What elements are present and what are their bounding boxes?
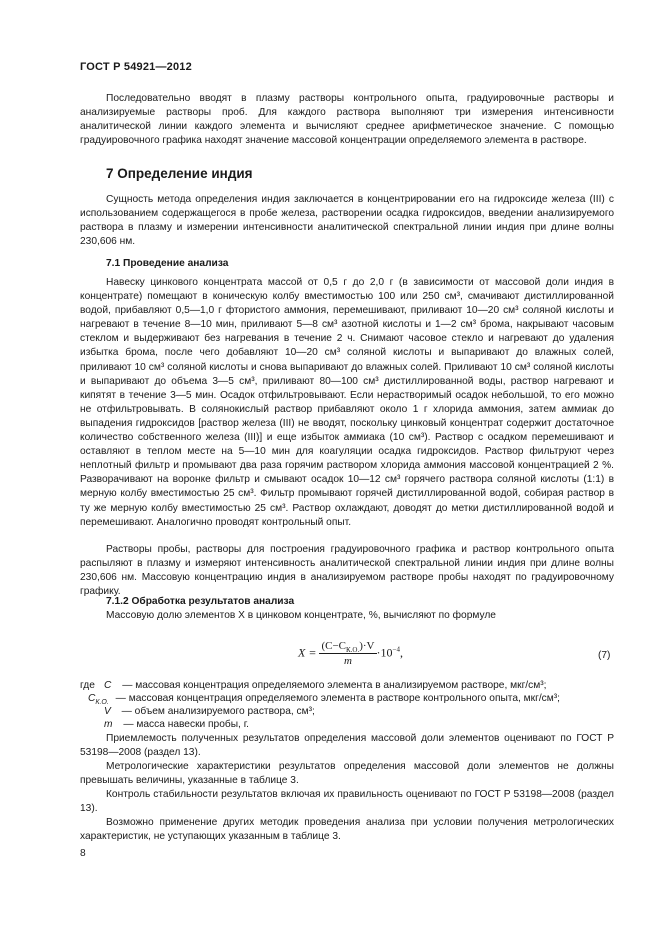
metrology-paragraph: Метрологические характеристики результатов определения массовой доли элементов не должны превышать величины, указанные в таблице 3.: [80, 761, 614, 787]
formula-trailing: ,: [399, 645, 403, 660]
formula-fraction: [319, 640, 376, 667]
definition-row: C — массовая концентрация определяемого элемента в анализируемом растворе, мкг/см³;: [104, 680, 547, 691]
other-methods-paragraph: Возможно применение других методик проведения анализа при условии получения метрологических характеристик, не уступающих указанным в таблице 3.: [80, 817, 614, 843]
definition-row: $C_{К.О.}$ — массовая концентрация определяемого элемента в растворе контрольного опыта, мкг/см³;: [88, 693, 560, 707]
formula-intro: Массовую долю элементов X в цинковом концентрате, %, вычисляют по формуле: [106, 610, 496, 621]
measurement-paragraph: Растворы пробы, растворы для построения градуировочного графика и раствор контрольного опыта распыляют в плазму и измеряют интенсивность аналитической спектральной линии индия при длине волны 230,606 нм. Массовую концентрацию индия в анализируемом растворе пробы находят по градуировочному графику.: [80, 544, 614, 598]
standard-header: ГОСТ Р 54921—2012: [80, 61, 192, 73]
section-7-intro: Сущность метода определения индия заключается в концентрировании его на гидроксиде железа (III) с использованием содержащегося в пробе железа, растворении осадка гидроксидов, введении анализируемого раствора в плазму и измерении интенсивности аналитической спектральной линии индия при длине волны 230,606 нм.: [80, 194, 614, 248]
formula-denominator: m: [343, 655, 352, 667]
acceptability-paragraph: Приемлемость полученных результатов определения массовой доли элементов оценивают по ГОСТ Р 53198—2008 (раздел 13).: [80, 733, 614, 759]
section-7-1-title: 7.1 Проведение анализа: [106, 258, 229, 269]
equation-number: (7): [598, 650, 611, 661]
formula-7: [298, 640, 403, 667]
intro-paragraph: Последовательно вводят в плазму растворы контрольного опыта, градуировочные растворы и анализируемые растворы проб. Для каждого раствора выполняют три измерения интенсивности аналитической линии каждого элемента и вычисляют среднее арифметическое значение. С помощью градуировочного графика находят значение массовой концентрации определяемого элемента в растворе.: [80, 93, 614, 147]
definition-row: V — объем анализируемого раствора, см³;: [104, 706, 315, 717]
section-7-1-2-title: 7.1.2 Обработка результатов анализа: [106, 596, 295, 607]
procedure-paragraph: Навеску цинкового концентрата массой от 0,5 г до 2,0 г (в зависимости от массовой доли индия в концентрате) помещают в коническую колбу вместимостью 100 или 250 см³, смачивают дистиллированной водой, прибавляют 0,5—1,0 г фтористого аммония, перемешивают, приливают 10—20 см³ соляной кислоты и нагревают в течение 8—10 мин, приливают 5—8 см³ азотной кислоты и 1—2 см³ брома, накрывают часовым стеклом и выдерживают без нагревания в течение 2 ч. Снимают часовое стекло и нагревают до удаления избытка брома, после чего добавляют 10—20 см³ соляной кислоты и выпаривают до влажных солей, приливают 10 см³ соляной кислоты и снова выпаривают до влажных солей. Приливают 10 см³ соляной кислоты и выпаривают до объема 3—5 см³, приливают 80—100 см³ дистиллированной воды, раствор нагревают и кипятят в течение 3—5 мин. Осадок отфильтровывают. Если нерастворимый осадок небольшой, то его можно не отфильтровывать. В солянокислый раствор прибавляют около 1 г хлорида аммония, затем аммиак до выпадения гидроксидов [раствор железа (III) не вводят, поскольку цинковый концентрат содержит достаточное количество собственного железа (III)] и еще избыток аммиака (10 см³). Раствор с осадком перемешивают и оставляют в теплом месте на 5—10 мин для коагуляции осадка гидроксидов. Раствор фильтруют через неплотный фильтр и промывают два раза горячим раствором хлорида аммония массовой концентрацией 2 %. Разворачивают на воронке фильтр и смывают осадок 10—12 см³ горячего раствора соляной кислоты (1:1) в мерную колбу вместимостью 25 см³. Фильтр промывают горячей дистиллированной водой, собирая раствор в ту же мерную колбу вместимостью 25 см³. Раствор охлаждают, доводят до метки дистиллированной водой и перемешивают. Аналогично проводят контрольный опыт.: [80, 277, 614, 528]
stability-paragraph: Контроль стабильности результатов включая их правильность оценивают по ГОСТ Р 53198—2008 (раздел 13).: [80, 789, 614, 815]
formula-lhs: X =: [298, 645, 317, 660]
section-7-title: 7 Определение индия: [106, 166, 253, 181]
page-number: 8: [80, 848, 86, 859]
where-label: где: [80, 680, 95, 691]
formula-exponent: −4: [392, 645, 400, 654]
formula-factor: ·10: [376, 645, 393, 660]
formula-numerator: $(C-C_{К.О.})\cdot V$: [321, 640, 375, 655]
definition-row: m — масса навески пробы, г.: [104, 719, 250, 730]
